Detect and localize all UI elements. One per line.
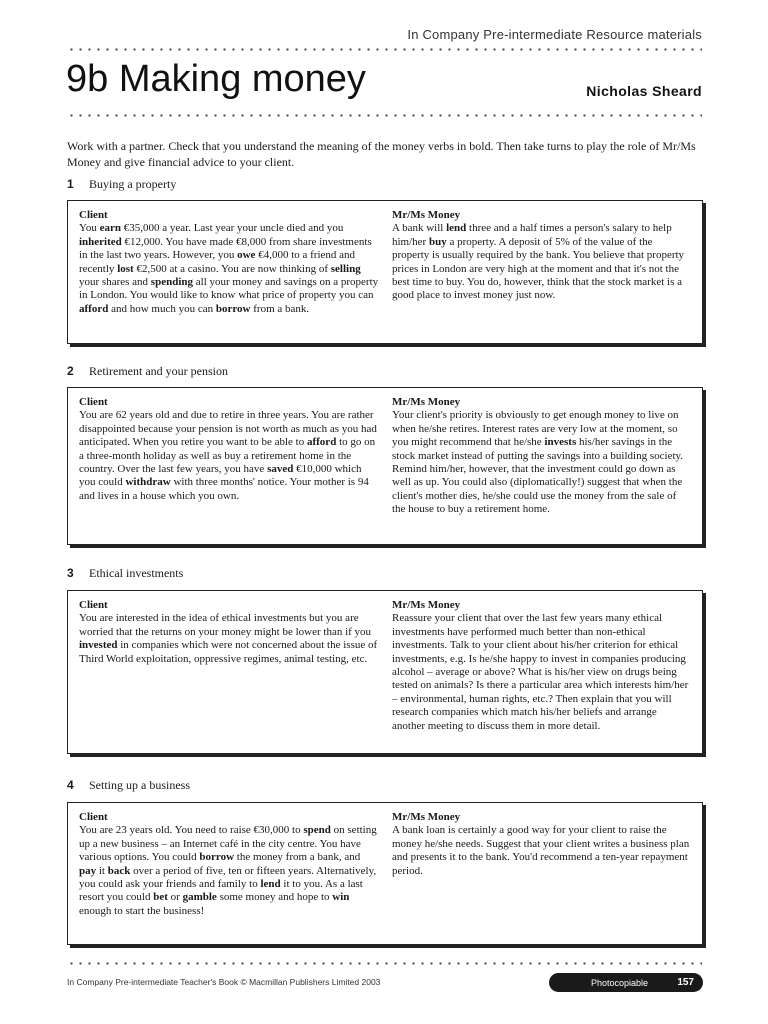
section-title: Setting up a business	[89, 778, 190, 792]
dotted-rule-title	[67, 114, 702, 117]
page-title: 9b Making money	[66, 58, 366, 100]
client-text: You are 62 years old and due to retire in three years. You are rather disappointed because your pension is not worth as much as you had anticipated. When you retire you want to be able to afford to go on a three-month holiday as well as buy a retirement home in the country. Over the last few years, you have saved €10,000 which you could withdraw with three months' notice. Your mother is 94 and lives in a house which you own.	[79, 409, 377, 502]
section-number: 1	[67, 177, 74, 191]
dotted-rule-top	[67, 48, 702, 51]
client-column	[79, 209, 379, 316]
copyright-footer: In Company Pre-intermediate Teacher's Book © Macmillan Publishers Limited 2003	[67, 977, 381, 987]
client-label: Client	[79, 811, 108, 823]
section-4-heading	[67, 778, 190, 793]
section-title: Buying a property	[89, 177, 177, 191]
money-column	[392, 396, 692, 517]
instructions: Work with a partner. Check that you understand the meaning of the money verbs in bold. Then take turns to play the role of Mr/Ms Money and give financial advice to your client.	[67, 139, 696, 169]
author-name: Nicholas Sheard	[586, 83, 702, 99]
section-4-box	[67, 802, 703, 945]
section-3-box	[67, 590, 703, 754]
client-text: You are 23 years old. You need to raise €30,000 to spend on setting up a new business – an Internet café in the city centre. You have various options. You could borrow the money from a bank, and pay it back over a period of five, ten or fifteen years. Alternatively, you could ask your friends and family to lend it to you. As a last resort you could bet or gamble some money and hope to win enough to start the business!	[79, 824, 377, 917]
section-2-heading	[67, 364, 228, 379]
money-text: Reassure your client that over the last few years many ethical investments have performed much better than non-ethical investments. Talk to your client about his/her criterion for ethical investments, e.g. Is he/she happy to invest in companies producing alcohol – average or above? What is his/her view on drugs being tested on animals? Is there a particular area which interests him/her – environmental, human rights, etc.? Then explain that you will research companies which match his/her beliefs and arrange another meeting to discuss them in more detail.	[392, 612, 689, 732]
section-2-box	[67, 387, 703, 545]
photocopiable-badge	[549, 973, 703, 992]
money-text: A bank loan is certainly a good way for your client to raise the money he/she needs. Suggest that your client writes a business plan and presents it to the bank. You'd recommend a ten-year repayment period.	[392, 824, 690, 877]
page-number: 157	[677, 977, 694, 988]
section-1-box	[67, 200, 703, 344]
client-text: You earn €35,000 a year. Last year your uncle died and you inherited €12,000. You have made €8,000 from share investments in the last two years. However, you owe €4,000 to a friend and recently lost €2,500 at a casino. You are now thinking of selling your shares and spending all your money and savings on a property in London. You would like to know what price of property you can afford and how much you can borrow from a bank.	[79, 222, 379, 315]
money-column	[392, 599, 692, 733]
client-label: Client	[79, 209, 108, 221]
money-text: Your client's priority is obviously to get enough money to live on when he/she retires. Interest rates are very low at the moment, so you might recommend that he/she invests his/her savings in the stock market instead of putting the savings into a building society. Remind him/her, however, that the investment could go down as well as up. You could also (diplomatically!) suggest that when the client's mother dies, he/she could use the money from the sale of the house to buy a retirement home.	[392, 409, 684, 516]
section-title: Ethical investments	[89, 566, 184, 580]
dotted-rule-bottom	[67, 962, 702, 965]
client-column	[79, 811, 379, 918]
section-1-heading	[67, 177, 176, 192]
section-title: Retirement and your pension	[89, 364, 228, 378]
money-label: Mr/Ms Money	[392, 811, 461, 823]
section-number: 4	[67, 778, 74, 792]
client-column	[79, 599, 379, 666]
money-text: A bank will lend three and a half times a person's salary to help him/her buy a property. A deposit of 5% of the value of the property is usually required by the bank. You believe that property prices in London are very high at the moment and that it's not the best time to buy. You do, however, think that the stock market is a good place to invest money just now.	[392, 222, 685, 302]
money-label: Mr/Ms Money	[392, 209, 461, 221]
client-label: Client	[79, 396, 108, 408]
series-title: In Company Pre-intermediate Resource materials	[407, 27, 702, 42]
photocopiable-label: Photocopiable	[591, 978, 649, 988]
money-column	[392, 811, 692, 878]
section-number: 2	[67, 364, 74, 378]
money-label: Mr/Ms Money	[392, 396, 461, 408]
client-label: Client	[79, 599, 108, 611]
money-column	[392, 209, 692, 303]
section-number: 3	[67, 566, 74, 580]
client-text: You are interested in the idea of ethical investments but you are worried that the returns on your money might be lower than if you invested in companies which were not concerned about the issue of Third World exploitation, oppressive regimes, animal testing, etc.	[79, 612, 378, 665]
money-label: Mr/Ms Money	[392, 599, 461, 611]
section-3-heading	[67, 566, 183, 581]
client-column	[79, 396, 379, 503]
